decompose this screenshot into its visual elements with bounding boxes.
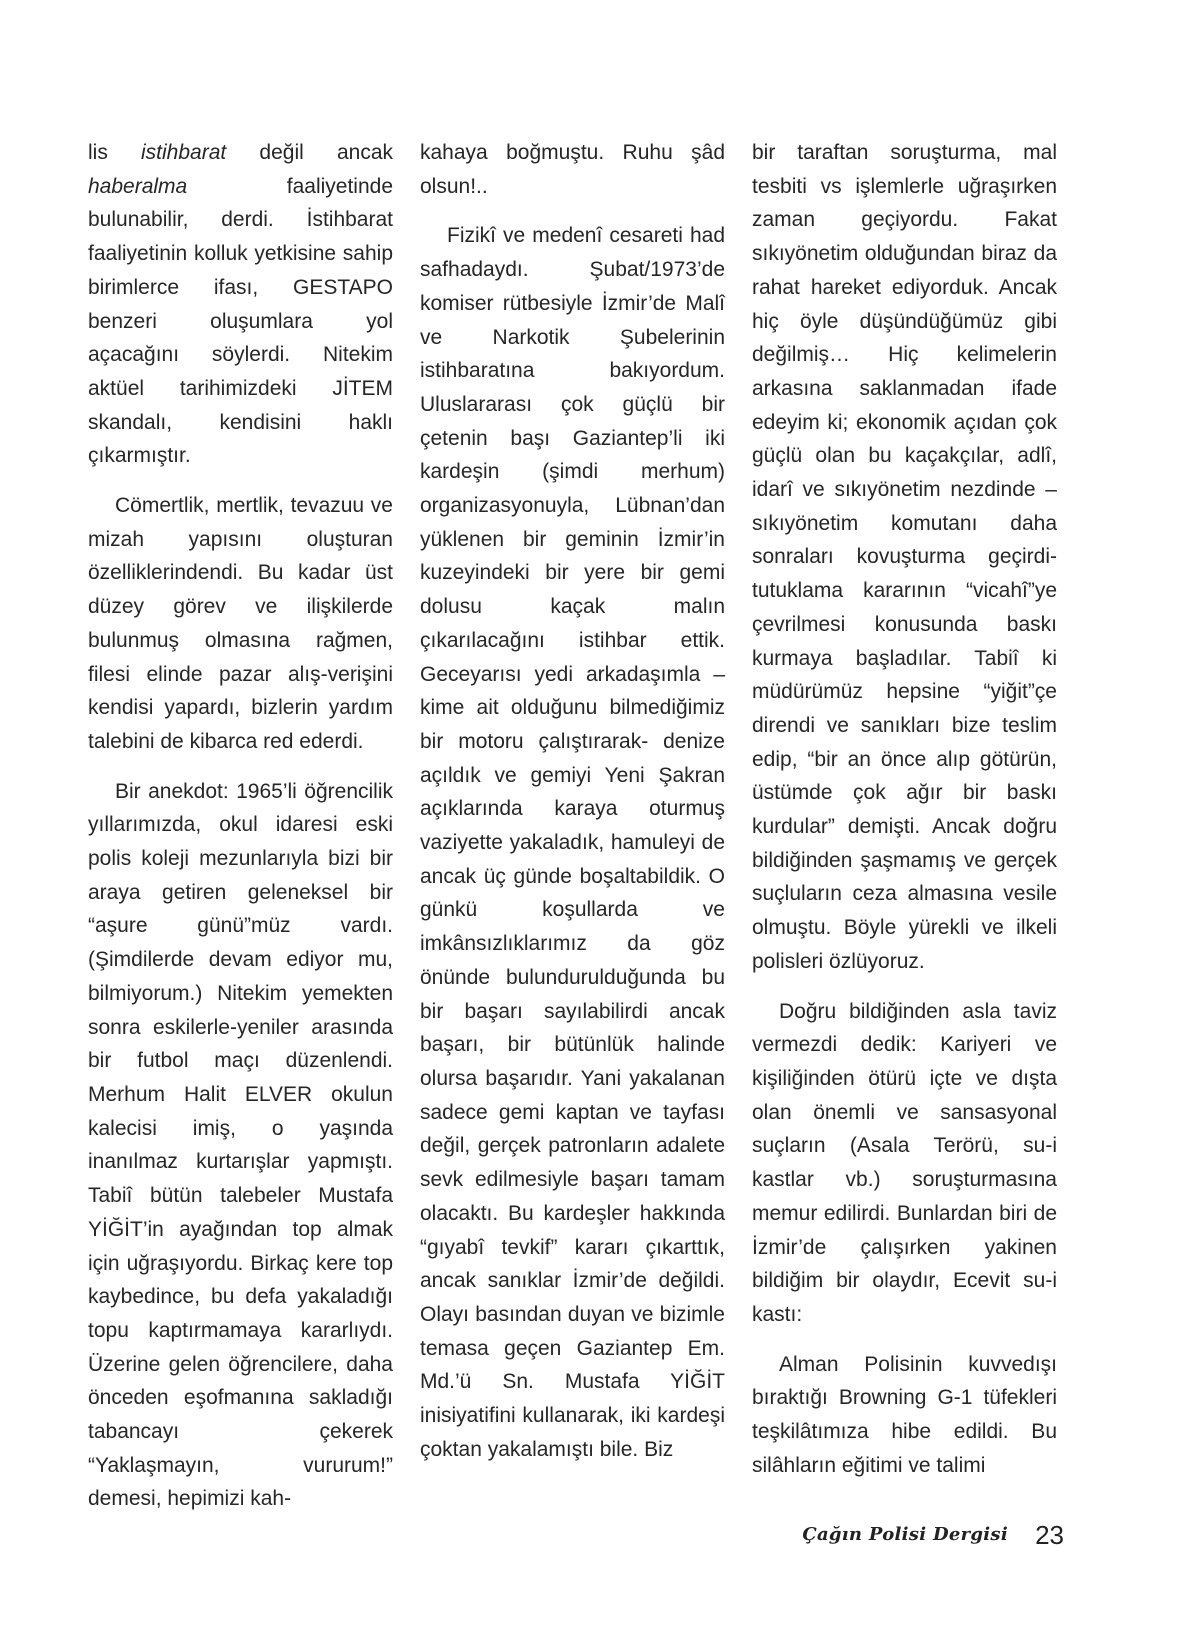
text-run: değil ancak <box>226 141 393 164</box>
text-run: faaliyetinde bulunabilir, derdi. İstihbarat faaliyetinin kolluk yetkisine sahip birimlerce ifası, GESTAPO benzeri oluşumlara yol açacağını söylerdi. Nitekim aktüel tarihimizdeki JİTEM skandalı, kendisini haklı çıkarmıştır. <box>88 174 393 468</box>
paragraph-courage: Fizikî ve medenî cesareti had safhadaydı. Şubat/1973’de komiser rütbesiyle İzmir’de Malî ve Narkotik Şubelerinin istihbaratına bakıyordum. Uluslararası çok güçlü bir çetenin başı Gaziantep’li iki kardeşin (şimdi merhum) organizasyonuyla, Lübnan’dan yüklenen bir geminin İzmir’in kuzeyindeki bir yere bir gemi dolusu kaçak malın çıkarılacağını istihbar ettik. Geceyarısı yedi arkadaşımla –kime ait olduğunu bilmediğimiz bir motoru çalıştırarak- denize açıldık ve gemiyi Yeni Şakran açıklarında karaya oturmuş vaziyette yakaladık, hamuleyi de ancak üç günde boşaltabildik. O günkü koşullarda ve imkânsızlıklarımız da göz önünde bulundurulduğunda bu bir başarı sayılabilirdi ancak başarı, bir bütünlük halinde olursa başarıdır. Yani yakalanan sadece gemi kaptan ve tayfası değil, gerçek patronların adalete sevk edilmesiyle başarı tamam olacaktı. Bu kardeşler hakkında “gıyabî tevkif” kararı çıkarttık, ancak sanıklar İzmir’de değildi. Olayı basından duyan ve bizimle temasa geçen Gaziantep Em. Md.’ü Sn. Mustafa YİĞİT inisiyatifini kullanarak, iki kardeşi çoktan yakalamıştı bile. Biz <box>420 224 725 1461</box>
paragraph-laughter: kahaya boğmuştu. Ruhu şâd olsun!.. <box>420 141 725 198</box>
magazine-title: Çağın Polisi Dergisi <box>802 1524 1008 1545</box>
paragraph-intelligence <box>88 136 393 473</box>
column-right <box>752 136 1057 1482</box>
page-footer <box>802 1518 1064 1558</box>
paragraph-browning: Alman Polisinin kuvvedışı bıraktığı Browning G-1 tüfekleri teşkilâtımıza hibe edildi. Bu silâhların eğitimi ve talimi <box>752 1352 1057 1477</box>
page-number: 23 <box>1035 1520 1064 1550</box>
column-left <box>88 136 393 1516</box>
paragraph-generosity: Cömertlik, mertlik, tevazuu ve mizah yapısını oluşturan özelliklerindendi. Bu kadar üst düzey görev ve ilişkilerde bulunmuş olmasına rağmen, filesi elinde pazar alış-verişini kendisi yapardı, bizlerin yardım talebini de kibarca red ederdi. <box>88 494 393 753</box>
italic-term: istihbarat <box>141 141 227 164</box>
italic-term: haberalma <box>88 174 188 198</box>
text-run: lis <box>88 141 142 164</box>
column-middle <box>420 136 725 1466</box>
paragraph-anecdote: Bir anekdot: 1965’li öğrencilik yıllarımızda, okul idaresi eski polis koleji mezunlarıyla bizi bir araya getiren geleneksel bir “aşure günü”müz vardı. (Şimdilerde devam ediyor mu, bilmiyorum.) Nitekim yemekten sonra eskilerle-yeniler arasında bir futbol maçı düzenlendi. Merhum Halit ELVER okulun kalecisi imiş, o yaşında inanılmaz kurtarışlar yapmıştı. Tabiî bütün talebeler Mustafa YİĞİT’in ayağından top almak için uğraşıyordu. Birkaç kere top kaybedince, bu defa yakaladığı topu kaptırmamaya kararlıydı. Üzerine gelen öğrencilere, daha önceden eşofmanına sakladığı tabancayı çekerek “Yaklaşmayın, vururum!” demesi, hepimizi kah- <box>88 779 393 1511</box>
paragraph-investigation: bir taraftan soruşturma, mal tesbiti vs işlemlerle uğraşırken zaman geçiyordu. Fakat sıkıyönetim olduğundan biraz da rahat hareket ediyorduk. Ancak hiç öyle düşündüğümüz gibi değilmiş… Hiç kelimelerin arkasına saklanmadan ifade edeyim ki; ekonomik açıdan çok güçlü olan bu kaçakçılar, adlî, idarî ve sıkıyönetim nezdinde –sıkıyönetim komutanı daha sonraları kovuşturma geçirdi- tutuklama kararının “vicahî”ye çevrilmesi konusunda baskı kurmaya başladılar. Tabiî ki müdürümüz hepsine “yiğit”çe direndi ve sanıkları bize teslim edip, “bir an önce alıp götürün, üstümde çok ağır bir baskı kurdular” demişti. Ancak doğru bildiğinden şaşmamış ve gerçek suçluların ceza almasına vesile olmuştu. Böyle yürekli ve ilkeli polisleri özlüyoruz. <box>752 141 1057 973</box>
paragraph-integrity: Doğru bildiğinden asla taviz vermezdi dedik: Kariyeri ve kişiliğinden ötürü içte ve dışta olan önemli ve sansasyonal suçların (Asala Terörü, su-i kastlar vb.) soruşturmasına memur edilirdi. Bunlardan biri de İzmir’de çalışırken yakinen bildiğim bir olaydır, Ecevit su-i kastı: <box>752 999 1057 1326</box>
